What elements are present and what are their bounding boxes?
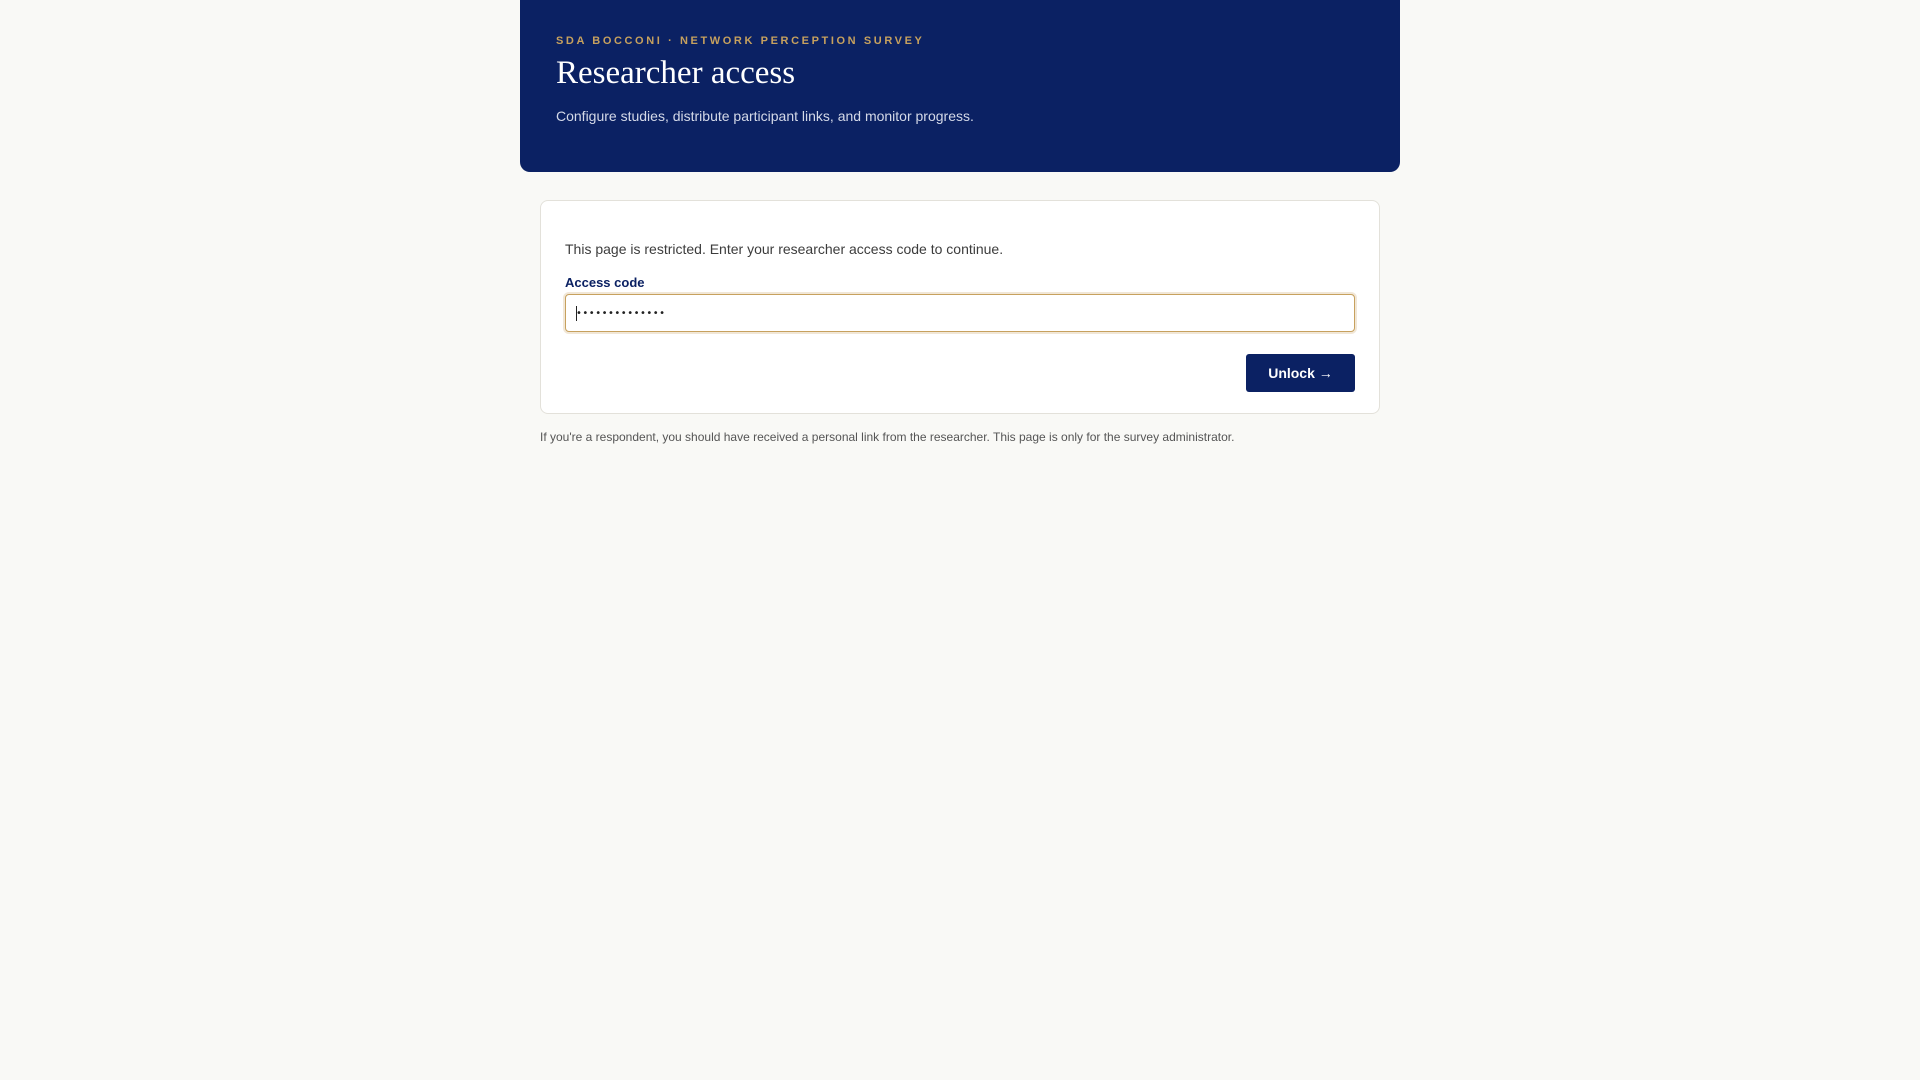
form-actions [565, 354, 1355, 392]
access-code-label: Access code [565, 275, 645, 290]
access-code-field-wrapper [565, 294, 1355, 332]
restricted-notice: This page is restricted. Enter your researcher access code to continue. [565, 241, 1004, 257]
access-card [540, 200, 1380, 414]
page-header [520, 0, 1400, 172]
unlock-button[interactable]: Unlock → [1246, 354, 1355, 392]
eyebrow-text: SDA BOCCONI · NETWORK PERCEPTION SURVEY [556, 35, 925, 47]
page-title: Researcher access [556, 55, 796, 91]
page-subtitle: Configure studies, distribute participant links, and monitor progress. [556, 107, 974, 124]
text-cursor [576, 306, 577, 321]
respondent-note: If you're a respondent, you should have received a personal link from the researcher. This page is only for the survey administrator. [540, 430, 1235, 444]
access-code-input[interactable] [576, 298, 1344, 328]
